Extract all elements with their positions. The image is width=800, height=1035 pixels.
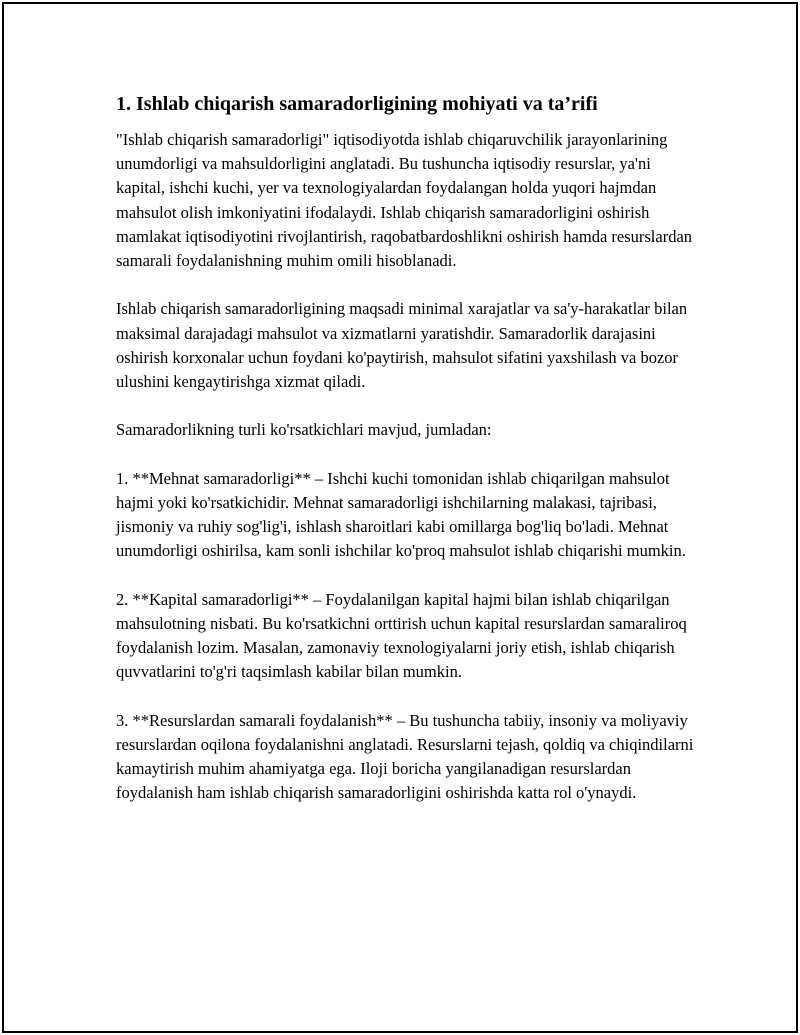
list-item-capital-productivity: 2. **Kapital samaradorligi** – Foydalanilgan kapital hajmi bilan ishlab chiqarilgan mahsulotning nisbati. Bu ko'rsatkichni orttirish uchun kapital resurslardan samaraliroq foydalanish lozim. Masalan, zamonaviy texnologiyalarni joriy etish, ishlab chiqarish quvvatlarini to'g'ri taqsimlash kabilar bilan mumkin.	[116, 589, 687, 682]
list-item-labor-productivity: 1. **Mehnat samaradorligi** – Ishchi kuchi tomonidan ishlab chiqarilgan mahsulot hajmi yoki ko'rsatkichidir. Mehnat samaradorligi ishchilarning malakasi, tajribasi, jismoniy va ruhiy sog'lig'i, ishlash sharoitlari kabi omillarga bog'liq bo'ladi. Mehnat unumdorligi oshirilsa, kam sonli ishchilar ko'proq mahsulot ishlab chiqarishi mumkin.	[116, 468, 686, 561]
list-item-resource-efficiency: 3. **Resurslardan samarali foydalanish** – Bu tushuncha tabiiy, insoniy va moliyaviy resurslardan oqilona foydalanishni anglatadi. Resurslarni tejash, qoldiq va chiqindilarni kamaytirish muhim ahamiyatga ega. Iloji boricha yangilanadigan resurslardan foydalanish ham ishlab chiqarish samaradorligini oshirishda katta rol o'ynaydi.	[116, 710, 694, 803]
paragraph-definition: "Ishlab chiqarish samaradorligi" iqtisodiyotda ishlab chiqaruvchilik jarayonlarining unumdorligi va mahsuldorligini anglatadi. Bu tushuncha iqtisodiy resurslar, ya'ni kapital, ishchi kuchi, yer va texnologiyalardan foydalangan holda yuqori hajmdan mahsulot olish imkoniyatini ifodalaydi. Ishlab chiqarish samaradorligini oshirish mamlakat iqtisodiyotini rivojlantirish, raqobatbardoshlikni oshirish hamda resurslardan samarali foydalanishning muhim omili hisoblanadi.	[116, 130, 693, 271]
document-body	[116, 90, 696, 830]
paragraph-indicators-intro: Samaradorlikning turli ko'rsatkichlari mavjud, jumladan:	[116, 420, 492, 440]
paragraph-goal: Ishlab chiqarish samaradorligining maqsadi minimal xarajatlar va sa'y-harakatlar bilan maksimal darajadagi mahsulot va xizmatlarni yaratishdir. Samaradorlik darajasini oshirish korxonalar uchun foydani ko'paytirish, mahsulot sifatini yaxshilash va bozor ulushini kengaytirishga xizmat qiladi.	[116, 299, 688, 392]
document-title: 1. Ishlab chiqarish samaradorligining mohiyati va ta’rifi	[116, 93, 598, 115]
